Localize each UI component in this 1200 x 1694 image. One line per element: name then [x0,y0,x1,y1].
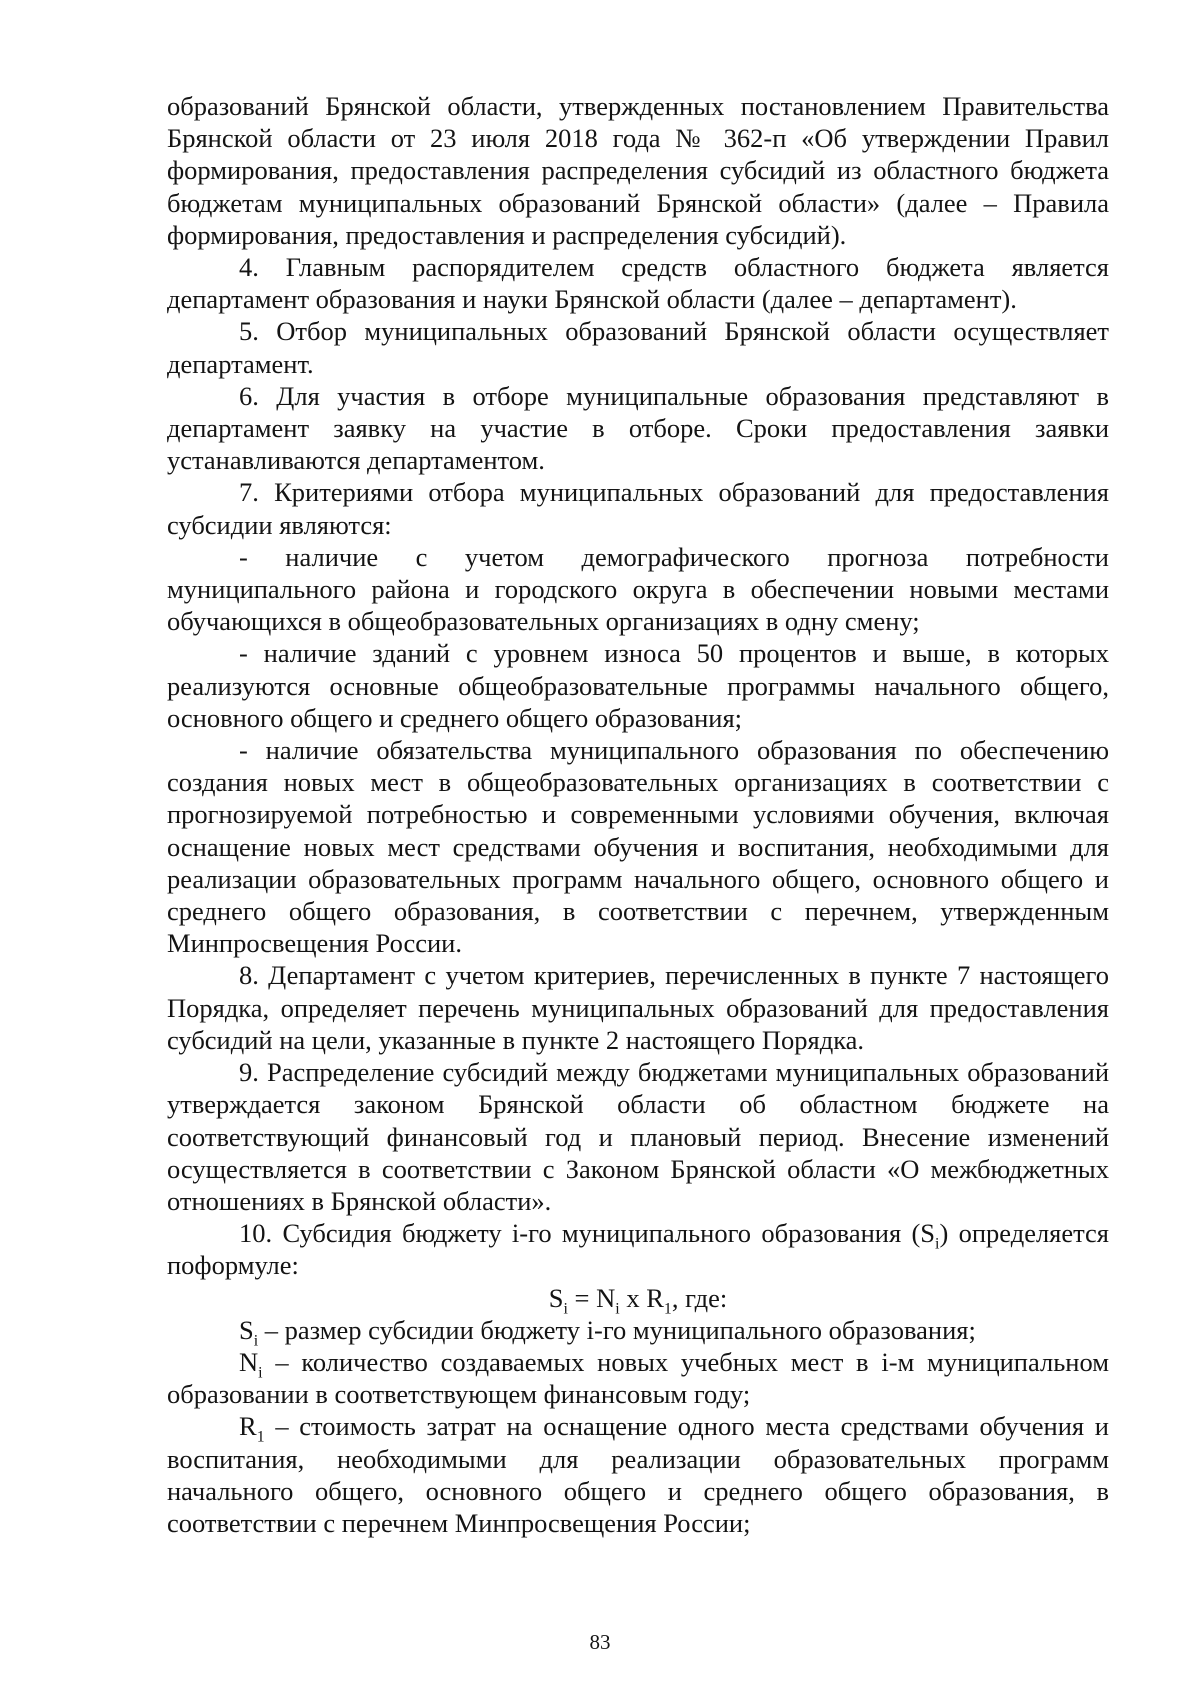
paragraph-4: 4. Главным распорядителем средств областного бюджета является департамент образования и науки Брянской области (далее – департамент). [167,252,1109,315]
paragraph-5: 5. Отбор муниципальных образований Брянской области осуществляет департамент. [167,316,1109,379]
criterion-2: - наличие зданий с уровнем износа 50 процентов и выше, в которых реализуются основные общеобразовательные программы начального общего, основного общего и среднего общего образования; [167,638,1109,733]
def-r-letter: R [239,1411,257,1442]
formula-sub-1: 1 [663,1299,672,1317]
criterion-3: - наличие обязательства муниципального образования по обеспечению создания новых мест в общеобразовательных организациях в соответствии с прогнозируемой потребностью и современными условиями обучения, включая оснащение новых мест средствами обучения и воспитания, необходимыми для реализации образовательных программ начального общего, основного общего и среднего общего образования, в соответствии с перечнем, утвержденным Минпросвещения России. [167,735,1109,959]
formula [167,1282,1109,1317]
def-s-text: – размер субсидии бюджету i-го муниципального образования; [258,1314,976,1345]
formula-end: , где: [671,1282,728,1313]
subscript-i: i [935,1235,940,1253]
paragraph-10-end: ) определяется поформуле: [167,1218,1109,1281]
definition-r [167,1410,1109,1539]
definition-s [167,1314,1109,1350]
def-n-letter: N [239,1346,259,1377]
paragraph-8: 8. Департамент с учетом критериев, перечисленных в пункте 7 настоящего Порядка, определяет перечень муниципальных образований для предоставления субсидий на цели, указанные в пункте 2 настоящего Порядка. [167,960,1109,1055]
paragraph-10-start: 10. Субсидия бюджету i-го муниципального образования (S [239,1218,936,1249]
criterion-1: - наличие с учетом демографического прогноза потребности муниципального района и городского округа в обеспечении новыми местами обучающихся в общеобразовательных организациях в одну смену; [167,541,1109,637]
formula-x-r: x R [619,1282,664,1313]
formula-sub-i-1: i [563,1299,568,1317]
def-r-sub: 1 [256,1428,265,1446]
paragraph-7: 7. Критериями отбора муниципальных образований для предоставления субсидии являются: [167,477,1109,540]
def-s-sub: i [253,1332,259,1350]
def-r-text: – стоимость затрат на оснащение одного места средствами обучения и воспитания, необходимыми для реализации образовательных программ начального общего, основного общего и среднего общего образования, в соответствии с перечнем Минпросвещения России; [167,1411,1109,1538]
formula-sub-i-2: i [615,1299,620,1317]
paragraph-6: 6. Для участия в отборе муниципальные образования представляют в департамент заявку на участие в отборе. Сроки предоставления заявки устанавливаются департаментом. [167,380,1109,476]
formula-eq-n: = N [567,1282,616,1313]
formula-s: S [548,1282,564,1313]
document-body [167,90,1109,1539]
page-number: 83 [589,1630,611,1654]
def-n-text: – количество создаваемых новых учебных мест в i-м муниципальном образовании в соответствующем финансовым году; [167,1346,1109,1410]
definition-n [167,1346,1109,1410]
paragraph-9: 9. Распределение субсидий между бюджетами муниципальных образований утверждается законом Брянской области об областном бюджете на соответствующий финансовый год и плановый период. Внесение изменений осуществляется в соответствии с Законом Брянской области «О межбюджетных отношениях в Брянской области». [167,1057,1109,1216]
def-s-letter: S [239,1314,254,1345]
def-n-sub: i [258,1364,263,1382]
paragraph-continuation: образований Брянской области, утвержденных постановлением Правительства Брянской области от 23 июля 2018 года № 362-п «Об утверждении Правил формирования, предоставления распределения субсидий из областного бюджета бюджетам муниципальных образований Брянской области» (далее – Правила формирования, предоставления и распределения субсидий). [167,91,1109,250]
paragraph-10 [167,1217,1109,1281]
